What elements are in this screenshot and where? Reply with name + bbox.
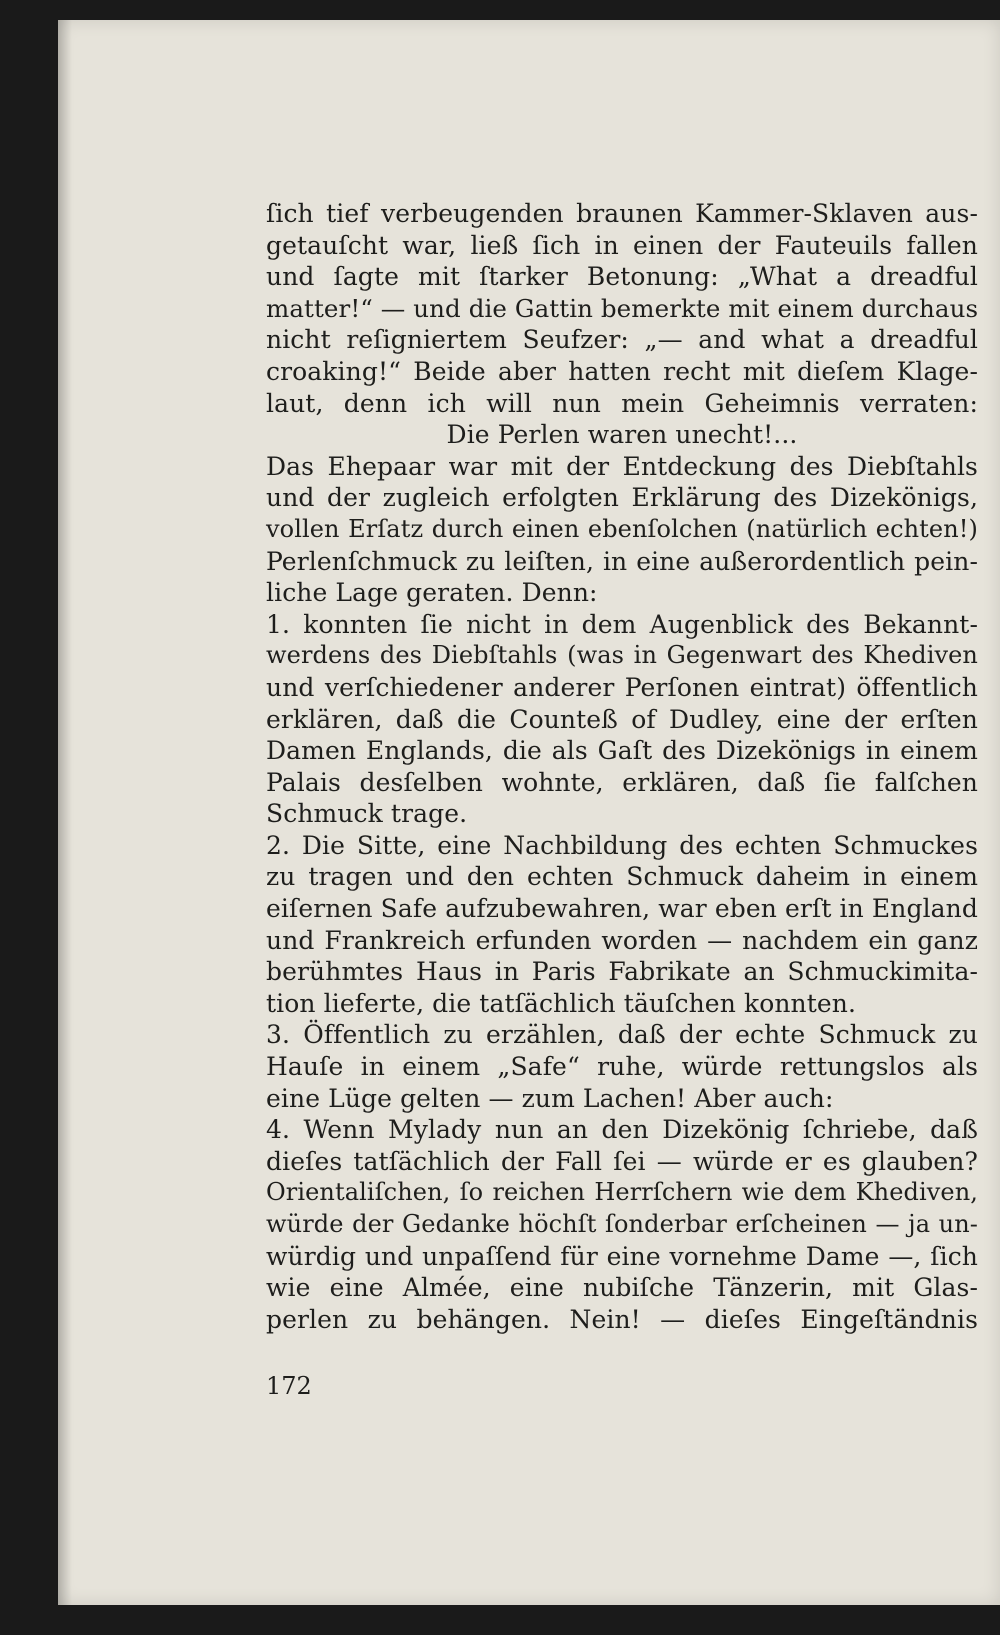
text-line: 4. Wenn Mylady nun an den Dizekönig ſchriebe, daß (266, 1115, 978, 1145)
text-line: 1. konnten ſie nicht in dem Augenblick des Bekannt- (266, 609, 978, 639)
text-line: dieſes tatſächlich der Fall ſei — würde er es glauben? (266, 1146, 978, 1176)
text-line: eine Lüge gelten — zum Lachen! Aber auch: (266, 1083, 834, 1113)
text-line: zu tragen und den echten Schmuck daheim in einem (266, 862, 978, 892)
text-line: Orientaliſchen, ſo reichen Herrſchern wie dem Khediven, (266, 1178, 978, 1207)
text-line: Schmuck trage. (266, 799, 468, 829)
text-line: perlen zu behängen. Nein! — dieſes Eingeſtändnis (266, 1304, 978, 1334)
text-line: vollen Erſatz durch einen ebenſolchen (natürlich echten!) (266, 514, 978, 543)
centered-text-line: Die Perlen waren unecht!... (446, 420, 798, 450)
text-line: ſich tief verbeugenden braunen Kammer-Sklaven aus- (266, 199, 978, 228)
text-line: 3. Öffentlich zu erzählen, daß der echte Schmuck zu (266, 1020, 978, 1050)
text-line: 2. Die Sitte, eine Nachbildung des echten Schmuckes (266, 830, 978, 860)
text-line: und ſagte mit ſtarker Betonung: „What a dreadful (266, 262, 978, 292)
text-line: erklären, daß die Counteß of Dudley, eine der erſten (266, 704, 978, 734)
text-line: und Frankreich erfunden worden — nachdem ein ganz (266, 925, 978, 955)
text-line: Damen Englands, die als Gaſt des Dizekönigs in einem (266, 736, 978, 766)
text-line: tion lieferte, die tatſächlich täuſchen konnten. (266, 988, 857, 1018)
text-line: berühmtes Haus in Paris Fabrikate an Schmuckimita- (266, 957, 978, 987)
text-line: Palais desſelben wohnte, erklären, daß ſie falſchen (266, 767, 978, 797)
page-gutter-shadow (58, 20, 72, 1605)
text-line: Perlenſchmuck zu leiſten, in eine außerordentlich pein- (266, 546, 978, 576)
book-page (58, 20, 1000, 1605)
text-line: matter!“ — und die Gattin bemerkte mit einem durchaus (266, 293, 979, 323)
text-line: und der zugleich erfolgten Erklärung des Dizekönigs, (266, 483, 978, 513)
text-line: nicht reſigniertem Seufzer: „— and what a dreadful (266, 325, 978, 355)
text-line: Das Ehepaar war mit der Entdeckung des Diebſtahls (266, 451, 978, 481)
text-line: liche Lage geraten. Denn: (266, 578, 598, 608)
text-line: croaking!“ Beide aber hatten recht mit dieſem Klage- (266, 356, 978, 386)
text-line: werdens des Diebſtahls (was in Gegenwart des Khediven (266, 641, 978, 670)
body-text (266, 198, 978, 1335)
text-line: würde der Gedanke höchſt ſonderbar erſcheinen — ja un- (266, 1210, 978, 1238)
text-line: wie eine Almée, eine nubiſche Tänzerin, mit Glas- (266, 1273, 978, 1303)
text-line: Hauſe in einem „Safe“ ruhe, würde rettungslos als (266, 1052, 978, 1082)
text-line: getauſcht war, ließ ſich in einen der Fauteuils fallen (266, 230, 978, 260)
text-line: laut, denn ich will nun mein Geheimnis verraten: (266, 388, 978, 418)
page-number: 172 (266, 1372, 312, 1400)
text-line: eiſernen Safe aufzubewahren, war eben erſt in England (266, 894, 978, 924)
text-line: und verſchiedener anderer Perſonen eintrat) öffentlich (266, 672, 978, 702)
text-line: würdig und unpaſſend für eine vornehme Dame —, ſich (266, 1241, 978, 1271)
